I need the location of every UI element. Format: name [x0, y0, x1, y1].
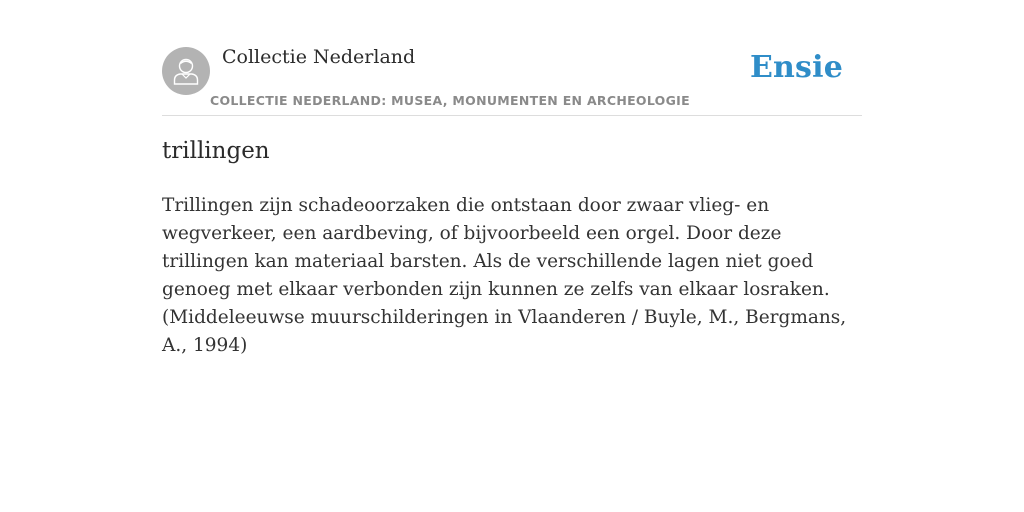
- author-avatar[interactable]: [162, 47, 210, 95]
- author-name-link[interactable]: Collectie Nederland: [222, 46, 416, 68]
- definition-text: Trillingen zijn schadeoorzaken die ontstaan door zwaar vlieg- en wegverkeer, een aardbeving, of bijvoorbeeld een orgel. Door deze trillingen kan materiaal barsten. Als de verschillende lagen niet goed genoeg met elkaar verbonden zijn kunnen ze zelfs van elkaar losraken. (Middeleeuwse muurschilderingen in Vlaanderen / Buyle, M., Bergmans, A., 1994): [162, 195, 847, 356]
- card-header: [162, 0, 862, 116]
- user-icon: [171, 56, 201, 86]
- collection-subtitle[interactable]: COLLECTIE NEDERLAND: MUSEA, MONUMENTEN EN ARCHEOLOGIE: [210, 93, 690, 108]
- term-title: trillingen: [162, 138, 270, 164]
- ensie-logo-link[interactable]: Ensie: [749, 50, 843, 85]
- definition-card: [162, 0, 862, 356]
